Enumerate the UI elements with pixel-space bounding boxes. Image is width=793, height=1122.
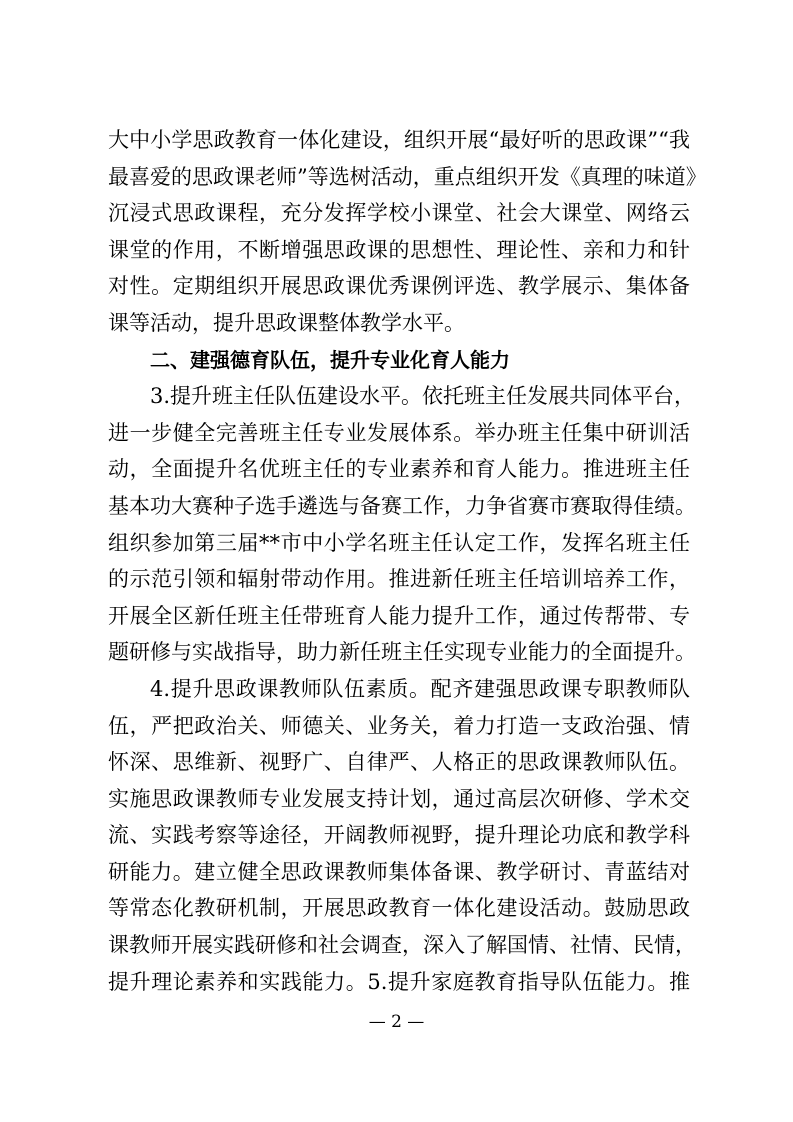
text-line: 的示范引领和辐射带动作用。推进新任班主任培训培养工作， — [108, 567, 690, 592]
text-line: 基本功大赛种子选手遴选与备赛工作，力争省赛市赛取得佳绩。 — [108, 493, 696, 518]
text-line: 题研修与实战指导，助力新任班主任实现专业能力的全面提升。 — [108, 640, 696, 665]
text-line: 4.提升思政课教师队伍素质。配齐建强思政课专职教师队 — [150, 676, 690, 701]
text-line: 研能力。建立健全思政课教师集体备课、教学研讨、青蓝结对 — [108, 859, 690, 884]
text-line: 伍，严把政治关、师德关、业务关，着力打造一支政治强、情 — [108, 713, 690, 738]
text-line: 课教师开展实践研修和社会调查，深入了解国情、社情、民情， — [108, 933, 696, 958]
text-line: 沉浸式思政课程，充分发挥学校小课堂、社会大课堂、网络云 — [108, 201, 690, 226]
text-line: 3.提升班主任队伍建设水平。依托班主任发展共同体平台， — [150, 384, 696, 409]
text-line: 等常态化教研机制，开展思政教育一体化建设活动。鼓励思政 — [108, 896, 690, 921]
text-line: 最喜爱的思政课老师”等选树活动，重点组织开发《真理的味道》 — [108, 164, 707, 189]
text-line: 怀深、思维新、视野广、自律严、人格正的思政课教师队伍。 — [108, 750, 690, 775]
text-line: 流、实践考察等途径，开阔教师视野，提升理论功底和教学科 — [108, 823, 690, 848]
text-line: 组织参加第三届**市中小学名班主任认定工作，发挥名班主任 — [108, 530, 690, 555]
text-line: 大中小学思政教育一体化建设，组织开展“最好听的思政课”“我 — [108, 128, 690, 152]
text-line: 进一步健全完善班主任专业发展体系。举办班主任集中研训活 — [108, 420, 690, 445]
text-line: 课等活动，提升思政课整体教学水平。 — [108, 310, 465, 335]
page-number: — 2 — — [368, 1012, 425, 1032]
text-line: 动，全面提升名优班主任的专业素养和育人能力。推进班主任 — [108, 457, 690, 482]
text-line: 实施思政课教师专业发展支持计划，通过高层次研修、学术交 — [108, 786, 690, 811]
text-line: 开展全区新任班主任带班育人能力提升工作，通过传帮带、专 — [108, 603, 690, 628]
body-text — [108, 122, 707, 1000]
text-line: 课堂的作用，不断增强思政课的思想性、理论性、亲和力和针 — [108, 237, 690, 262]
text-line: 提升理论素养和实践能力。5.提升家庭教育指导队伍能力。推 — [108, 969, 690, 994]
text-line: 对性。定期组织开展思政课优秀课例评选、教学展示、集体备 — [108, 274, 690, 299]
section-heading: 二、建强德育队伍，提升专业化育人能力 — [150, 347, 510, 372]
